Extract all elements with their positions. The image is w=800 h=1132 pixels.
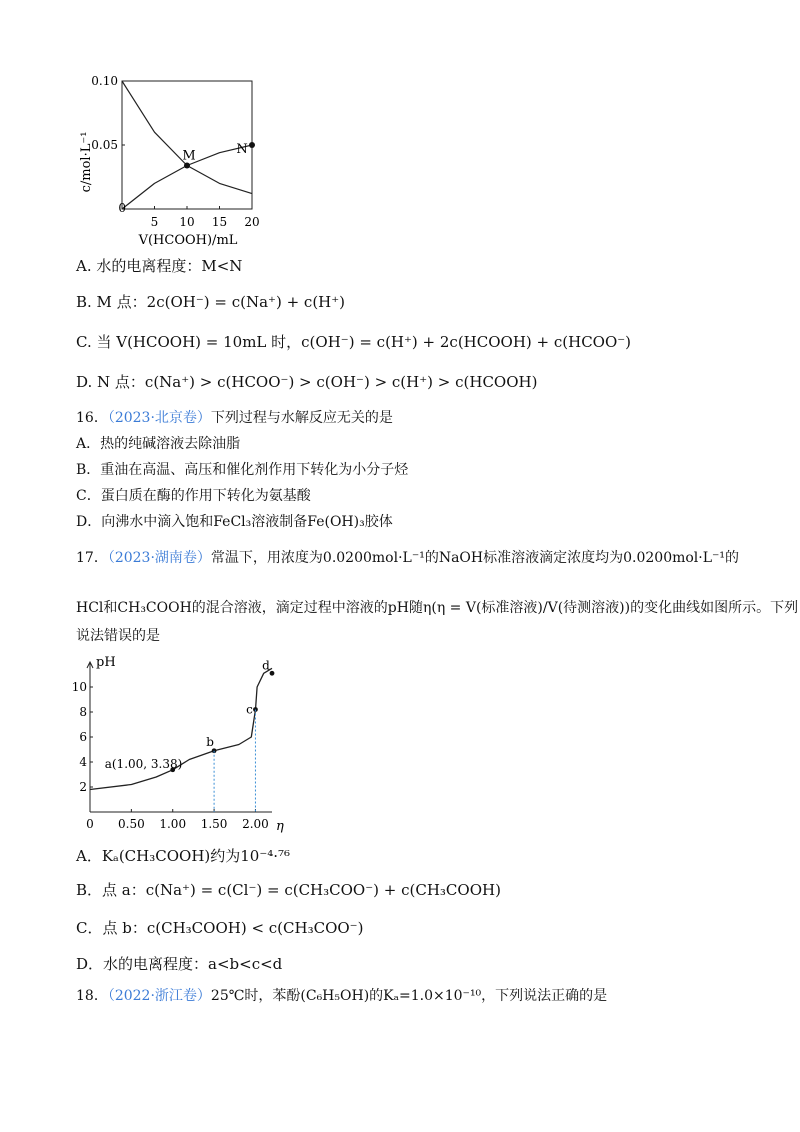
q17-stem-line3: 说法错误的是: [76, 628, 160, 644]
chart2-ytick-label: 8: [79, 705, 87, 719]
q16-stem-text: 下列过程与水解反应无关的是: [210, 410, 393, 426]
q15-option-b: B. M 点：2c(OH⁻) = c(Na⁺) + c(H⁺): [76, 293, 346, 311]
q17-option-c: C．点 b：c(CH₃COOH) < c(CH₃COO⁻): [76, 919, 364, 937]
chart1-point-label-N: N: [236, 142, 248, 157]
chart1-x-origin: 0: [118, 201, 126, 215]
q16-option-a: A．热的纯碱溶液去除油脂: [76, 436, 241, 452]
chart2-xtick-label: 1.00: [159, 817, 187, 831]
q17-option-b: B．点 a：c(Na⁺) = c(Cl⁻) = c(CH₃COO⁻) + c(CH₃COOH): [76, 881, 501, 899]
chart2-ytick-label: 4: [79, 755, 87, 769]
chart2-ytick-label: 2: [79, 780, 87, 794]
q17-option-d: D．水的电离程度：a<b<c<d: [76, 955, 283, 973]
q17-source: （2023·湖南卷）: [107, 550, 211, 566]
chart1-frame: [122, 81, 252, 209]
chart2-ytick-label: 10: [71, 680, 87, 694]
chart2-xtick-label: 1.50: [200, 817, 228, 831]
chart2-ytick-label: 6: [79, 730, 87, 744]
q18-number: 18．: [76, 988, 108, 1004]
hcooh-concentration-chart: [76, 72, 286, 250]
q17-stem-line2: HCl和CH₃COOH的混合溶液，滴定过程中溶液的pH随η(η = V(标准溶液)/V(待测溶液))的变化曲线如图所示。下列: [76, 600, 799, 616]
chart1-xtick-label: 10: [179, 215, 195, 229]
q18-source: （2022·浙江卷）: [107, 988, 211, 1004]
chart2-xlabel: η: [276, 819, 284, 834]
chart2-point-label-c: c: [246, 702, 253, 717]
chart2-point-label-b: b: [206, 734, 214, 749]
chart2-ylabel: pH: [96, 655, 116, 670]
chart1-ylabel: c/mol·L⁻¹: [79, 131, 94, 193]
chart2-point-label-d: d: [262, 658, 270, 673]
q18-stem-text: 25℃时，苯酚(C₆H₅OH)的Kₐ=1.0×10⁻¹⁰，下列说法正确的是: [210, 988, 608, 1004]
chart2-xtick-label: 0.50: [118, 817, 145, 831]
chart1-xtick-label: 20: [244, 215, 260, 229]
chart1-point-label-M: M: [182, 148, 196, 164]
q16-option-b: B．重油在高温、高压和催化剂作用下转化为小分子烃: [76, 462, 409, 478]
q16-number: 16．: [76, 410, 108, 426]
chart1-xlabel: V(HCOOH)/mL: [138, 233, 238, 248]
chart1-series-1: [122, 81, 252, 194]
q15-option-d: D. N 点：c(Na⁺) > c(HCOO⁻) > c(OH⁻) > c(H⁺) > c(HCOOH): [76, 373, 538, 391]
chart2-point-d: [270, 671, 275, 676]
q17-option-a: A．Kₐ(CH₃COOH)约为10⁻⁴·⁷⁶: [76, 847, 291, 865]
titration-ph-chart: [71, 652, 298, 836]
q15-option-a: A. 水的电离程度：M<N: [76, 257, 243, 275]
q16-option-d: D．向沸水中滴入饱和FeCl₃溶液制备Fe(OH)₃胶体: [76, 514, 393, 530]
chart1-xtick-label: 5: [150, 215, 159, 229]
chart1-ytick-label: 0.05: [91, 138, 118, 152]
q18-stem: [76, 986, 607, 1006]
q17-number: 17．: [76, 550, 108, 566]
q17-stem-text1: 常温下，用浓度为0.0200mol·L⁻¹的NaOH标准溶液滴定浓度均为0.0200mol·L⁻¹的: [210, 550, 740, 566]
chart2-point-label-a: a(1.00, 3.38): [104, 756, 183, 771]
chart2-ph-curve: [90, 668, 272, 789]
chart2-xtick-label: 0: [86, 817, 94, 831]
q17-stem-line1: [76, 548, 739, 568]
chart2-xtick-label: 2.00: [242, 817, 269, 831]
q16-source: （2023·北京卷）: [107, 410, 211, 426]
chart1-point-N: [249, 142, 255, 148]
q16-option-c: C．蛋白质在酶的作用下转化为氨基酸: [76, 488, 311, 504]
chart1-ytick-label: 0.10: [91, 74, 118, 88]
q15-option-c: C. 当 V(HCOOH) = 10mL 时，c(OH⁻) = c(H⁺) + 2c(HCOOH) + c(HCOO⁻): [76, 333, 632, 351]
chart1-xtick-label: 15: [211, 215, 228, 229]
q16-stem: [76, 408, 393, 428]
